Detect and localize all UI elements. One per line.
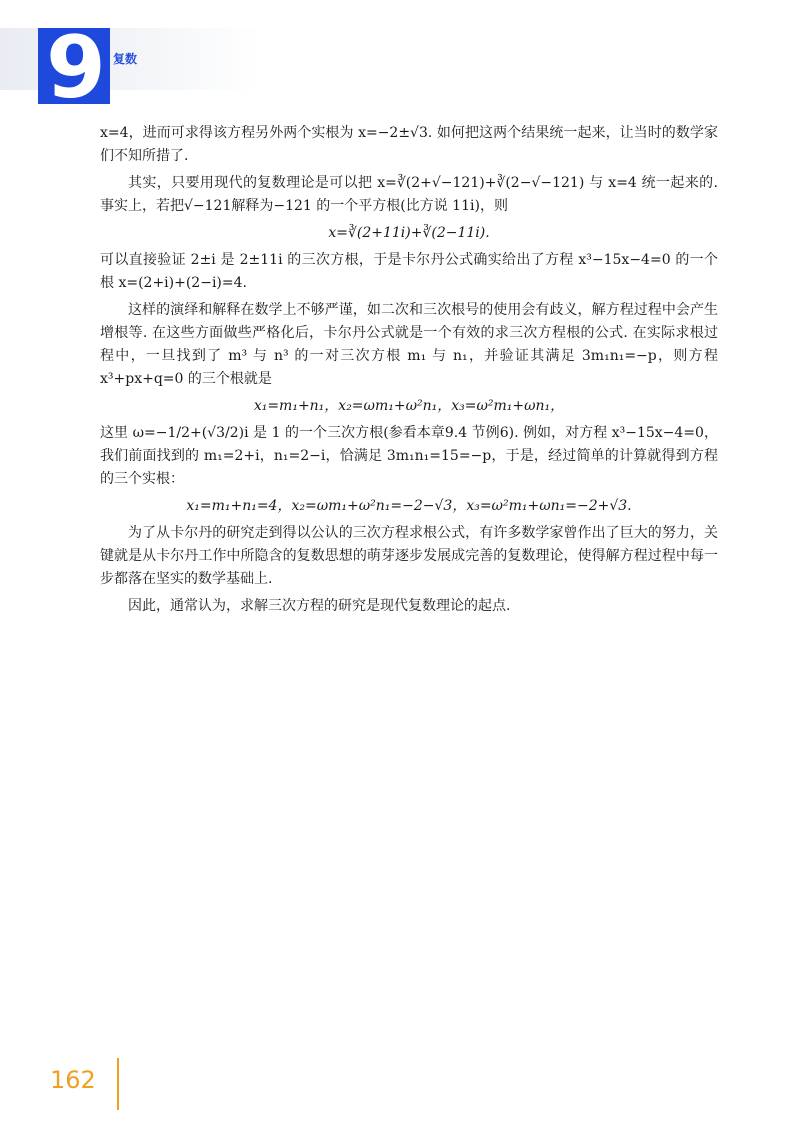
paragraph-3: 可以直接验证 2±i 是 2±11i 的三次方根，于是卡尔丹公式确实给出了方程 x³−15x−4=0 的一个根 x=(2+i)+(2−i)=4. (100, 252, 718, 291)
chapter-number: 9 (46, 18, 104, 118)
equation-1: x=∛(2+11i)+∛(2−11i). (328, 225, 490, 241)
page-body (100, 122, 718, 622)
page-number-divider (117, 1058, 119, 1110)
paragraph-5: 这里 ω=−1/2+(√3/2)i 是 1 的一个三次方根(参看本章9.4 节例6). 例如，对方程 x³−15x−4=0，我们前面找到的 m₁=2+i，n₁=2−i，恰满足 3m₁n₁=15=−p，于是，经过简单的计算就得到方程的三个实根： (100, 425, 718, 487)
page-number: 162 (50, 1066, 96, 1094)
paragraph-7: 因此，通常认为，求解三次方程的研究是现代复数理论的起点. (128, 598, 511, 614)
equation-2: x₁=m₁+n₁，x₂=ωm₁+ω²n₁，x₃=ω²m₁+ωn₁， (253, 398, 565, 414)
paragraph-4: 这样的演绎和解释在数学上不够严谨，如二次和三次根号的使用会有歧义，解方程过程中会产生增根等. 在这些方面做些严格化后，卡尔丹公式就是一个有效的求三次方程根的公式. 在实际求根过程中，一旦找到了 m³ 与 n³ 的一对三次方根 m₁ 与 n₁，并验证其满足 3m₁n₁=−p，则方程 x³+px+q=0 的三个根就是 (100, 302, 718, 387)
chapter-title: 复数 (113, 52, 138, 66)
equation-3: x₁=m₁+n₁=4，x₂=ωm₁+ω²n₁=−2−√3，x₃=ω²m₁+ωn₁=−2+√3. (186, 498, 632, 514)
paragraph-1: x=4，进而可求得该方程另外两个实根为 x=−2±√3. 如何把这两个结果统一起来，让当时的数学家们不知所措了. (100, 125, 718, 164)
paragraph-2: 其实，只要用现代的复数理论是可以把 x=∛(2+√−121)+∛(2−√−121) 与 x=4 统一起来的. 事实上，若把√−121解释为−121 的一个平方根(比方说 11i)，则 (100, 175, 718, 214)
paragraph-6: 为了从卡尔丹的研究走到得以公认的三次方程求根公式，有许多数学家曾作出了巨大的努力，关键就是从卡尔丹工作中所隐含的复数思想的萌芽逐步发展成完善的复数理论，使得解方程过程中每一步都落在坚实的数学基础上. (100, 525, 718, 587)
